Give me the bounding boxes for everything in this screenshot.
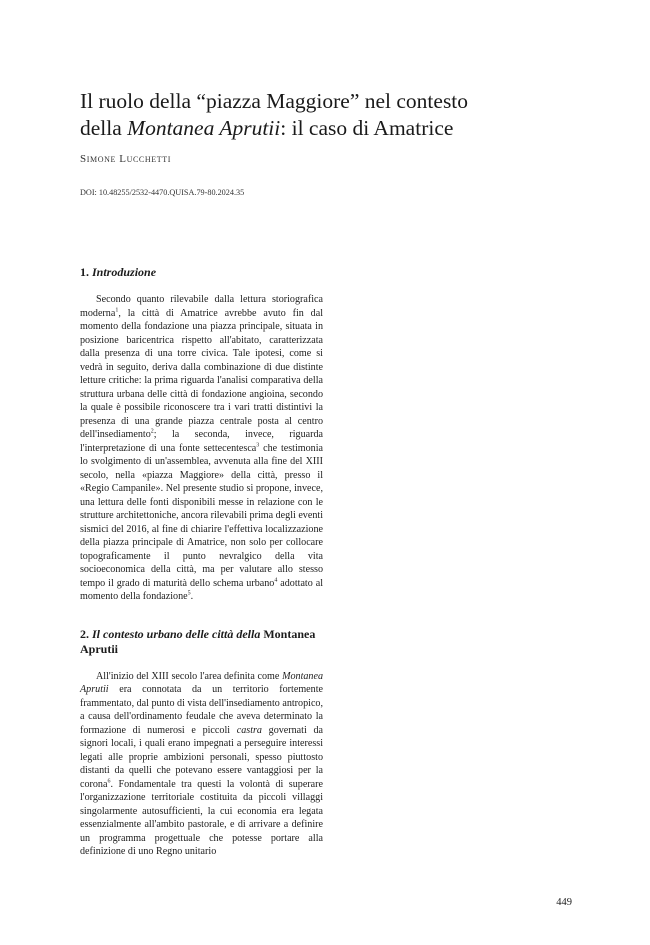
section-2-number: 2.	[80, 626, 92, 641]
text-run: ; la seconda, invece, riguarda l'interpretazione di una fonte settecentesca	[80, 429, 323, 454]
footnote-ref-1[interactable]: 1	[115, 307, 119, 314]
section-2-title-regular: Montanea Aprutii	[80, 626, 316, 656]
text-run-italic: castra	[236, 724, 262, 736]
text-run: adottato al momento della fondazione	[80, 577, 323, 602]
title-line-2-prefix: della	[80, 116, 128, 140]
section-2-title-italic: Il contesto urbano delle città della	[92, 626, 261, 641]
section-2-paragraph-1	[80, 670, 323, 859]
title-line-2-suffix: : il caso di Amatrice	[280, 116, 454, 140]
footnote-ref-6[interactable]: 6	[107, 778, 111, 785]
footnote-ref-4[interactable]: 4	[274, 577, 278, 584]
footnote-ref-5[interactable]: 5	[187, 590, 191, 597]
text-run: , la città di Amatrice avrebbe avuto fin dal momento della fondazione una piazza principale, situata in posizione baricentrica rispetto all'abitato, caratterizzata dalla presenza di una torre civica. Tale ipotesi, come si vedrà in seguito, deriva dalla combinazione di due distinte letture critiche: la prima riguarda l'analisi comparativa della struttura urbana delle città di fondazione angioina, secondo la quale è possibile riconoscere tra i vari tratti distintivi la presenza di una grande piazza centrale posta al centro dell'insediamento	[80, 307, 323, 440]
page-number: 449	[556, 897, 572, 908]
section-1-number: 1.	[80, 265, 92, 279]
column-left	[80, 265, 323, 859]
footnote-ref-2[interactable]: 2	[150, 428, 154, 435]
text-run: .	[190, 591, 194, 602]
title-line-2-italic: Montanea Aprutii	[127, 116, 281, 140]
footnote-ref-3[interactable]: 3	[256, 442, 260, 449]
section-2-heading	[80, 627, 323, 657]
author-name: Simone Lucchetti	[80, 153, 171, 165]
section-1-heading	[80, 265, 323, 280]
text-run: All'inizio del XIII secolo l'area definita come	[96, 670, 283, 682]
section-1-title: Introduzione	[92, 265, 157, 279]
text-run: Secondo quanto rilevabile dalla lettura storiografica moderna	[80, 294, 323, 319]
text-run: era connotata da un territorio fortemente frammentato, dal punto di vista dell'insediamento antropico, a causa dell'ordinamento feudale che aveva determinato la formazione di numerosi e piccoli	[80, 684, 323, 736]
doi-link[interactable]: DOI: 10.48255/2532-4470.QUISA.79-80.2024.35	[80, 188, 245, 197]
text-run: che testimonia lo svolgimento di un'assemblea, avvenuta alla fine del XIII secolo, nella «piazza Maggiore» della città, presso il «Regio Campanile». Nel presente studio si propone, invece, una lettura delle fonti disponibili messe in relazione con le strutture architettoniche, ancora rilevabili prima degli eventi sismici del 2016, al fine di chiarire l'effettiva localizzazione della piazza principale di Amatrice, non solo per collocare topograficamente il punto nevralgico della vita socioeconomica della città, ma per valutare allo stesso tempo il grado di maturità dello schema urbano	[80, 442, 324, 589]
text-run: . Fondamentale tra questi la volontà di superare l'organizzazione territoriale costituita da piccoli villaggi singolarmente autosufficienti, la cui economia era legata essenzialmente all'ambito pastorale, e di arrivare a definire un programma progettuale che potesse portare alla definizione di uno Regno unitario	[80, 778, 323, 857]
section-1-paragraph-1	[80, 293, 323, 604]
article-title	[80, 88, 580, 142]
text-run-italic: Montanea Aprutii	[80, 670, 323, 695]
title-line-1: Il ruolo della “piazza Maggiore” nel contesto	[80, 89, 469, 113]
text-run: governati da signori locali, i quali erano impegnati a perseguire interessi legati alle proprie ambizioni personali, spesso piuttosto distanti da quelli che potevano essere vantaggiosi per la corona	[80, 724, 323, 790]
